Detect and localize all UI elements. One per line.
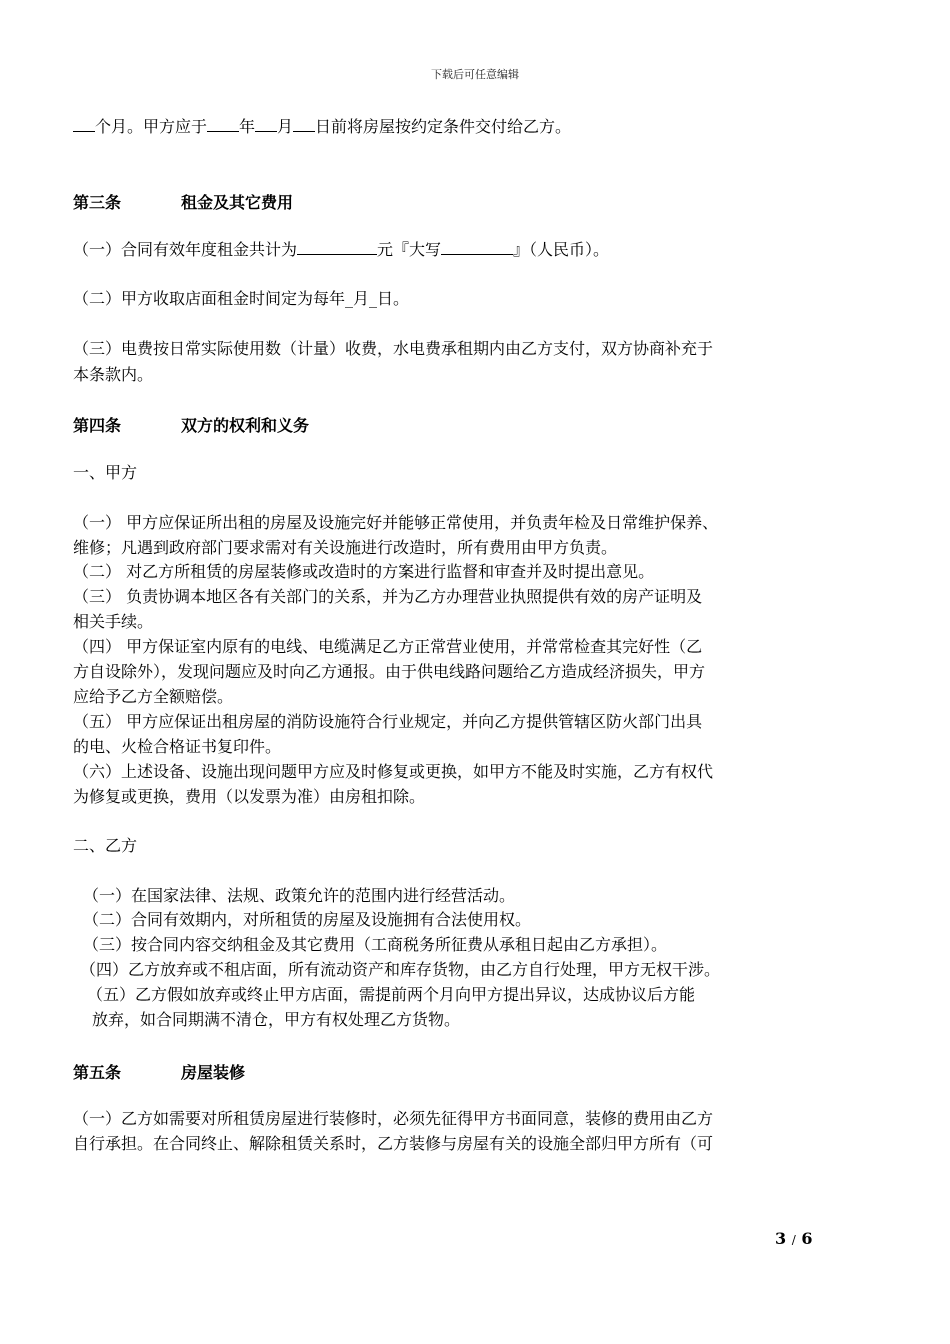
b-clause-1: （一）在国家法律、法规、政策允许的范围内进行经营活动。	[83, 886, 516, 905]
art5-clause-1-line2: 自行承担。在合同终止、解除租赁关系时，乙方装修与房屋有关的设施全部归甲方所有（可	[73, 1134, 714, 1153]
paragraph-delivery: 个月。甲方应于 年 月 日前将房屋按约定条件交付给乙方。	[73, 116, 571, 137]
art3-clause-1: （一）合同有效年度租金共计为 元『大写 』（人民币）。	[73, 240, 610, 259]
a-clause-6-line2: 为修复或更换，费用（以发票为准）由房租扣除。	[73, 787, 426, 806]
blank-year	[207, 116, 239, 132]
page-header: 下载后可任意编辑	[431, 68, 519, 81]
blank-day	[293, 116, 315, 132]
article-3-heading: 第三条 租金及其它费用	[73, 193, 294, 212]
page-number: 3 / 6	[775, 1229, 813, 1248]
a-clause-5-line1: （五） 甲方应保证出租房屋的消防设施符合行业规定，并向乙方提供管辖区防火部门出具	[73, 712, 703, 731]
a-clause-6-line1: （六）上述设备、设施出现问题甲方应及时修复或更换，如甲方不能及时实施，乙方有权代	[73, 762, 714, 781]
blank-month	[255, 116, 277, 132]
b-clause-5-line1: （五）乙方假如放弃或终止甲方店面，需提前两个月向甲方提出异议，达成协议后方能	[87, 985, 696, 1004]
b-clause-4: （四）乙方放弃或不租店面，所有流动资产和库存货物，由乙方自行处理，甲方无权干涉。	[80, 960, 721, 979]
party-a-heading: 一、甲方	[73, 463, 138, 482]
art3-clause-3-line2: 本条款内。	[73, 365, 154, 384]
a-clause-1-line2: 维修；凡遇到政府部门要求需对有关设施进行改造时，所有费用由甲方负责。	[73, 538, 618, 557]
art5-clause-1-line1: （一）乙方如需要对所租赁房屋进行装修时，必须先征得甲方书面同意，装修的费用由乙方	[73, 1109, 714, 1128]
a-clause-4-line1: （四） 甲方保证室内原有的电线、电缆满足乙方正常营业使用，并常常检查其完好性（乙	[73, 637, 703, 656]
b-clause-2: （二）合同有效期内，对所租赁的房屋及设施拥有合法使用权。	[83, 910, 532, 929]
a-clause-3-line1: （三） 负责协调本地区各有关部门的关系，并为乙方办理营业执照提供有效的房产证明及	[73, 587, 703, 606]
art3-clause-2: （二）甲方收取店面租金时间定为每年_月_日。	[73, 289, 410, 308]
a-clause-4-line3: 应给予乙方全额赔偿。	[73, 687, 234, 706]
a-clause-5-line2: 的电、火检合格证书复印件。	[73, 737, 282, 756]
art3-clause-3-line1: （三）电费按日常实际使用数（计量）收费，水电费承租期内由乙方支付，双方协商补充于	[73, 339, 714, 358]
a-clause-1-line1: （一） 甲方应保证所出租的房屋及设施完好并能够正常使用，并负责年检及日常维护保养、	[73, 513, 719, 532]
a-clause-2: （二） 对乙方所租赁的房屋装修或改造时的方案进行监督和审查并及时提出意见。	[73, 562, 655, 581]
a-clause-4-line2: 方自设除外），发现问题应及时向乙方通报。由于供电线路问题给乙方造成经济损失，甲方	[73, 662, 706, 681]
article-4-heading: 第四条 双方的权利和义务	[73, 416, 310, 435]
blank-rent-amount	[297, 239, 377, 255]
article-5-heading: 第五条 房屋装修	[73, 1063, 246, 1082]
blank-months	[73, 116, 95, 132]
a-clause-3-line2: 相关手续。	[73, 612, 154, 631]
b-clause-3: （三）按合同内容交纳租金及其它费用（工商税务所征费从承租日起由乙方承担）。	[83, 935, 668, 954]
b-clause-5-line2: 放弃，如合同期满不清仓，甲方有权处理乙方货物。	[92, 1010, 461, 1029]
party-b-heading: 二、乙方	[73, 836, 138, 855]
blank-rent-capital	[441, 239, 513, 255]
